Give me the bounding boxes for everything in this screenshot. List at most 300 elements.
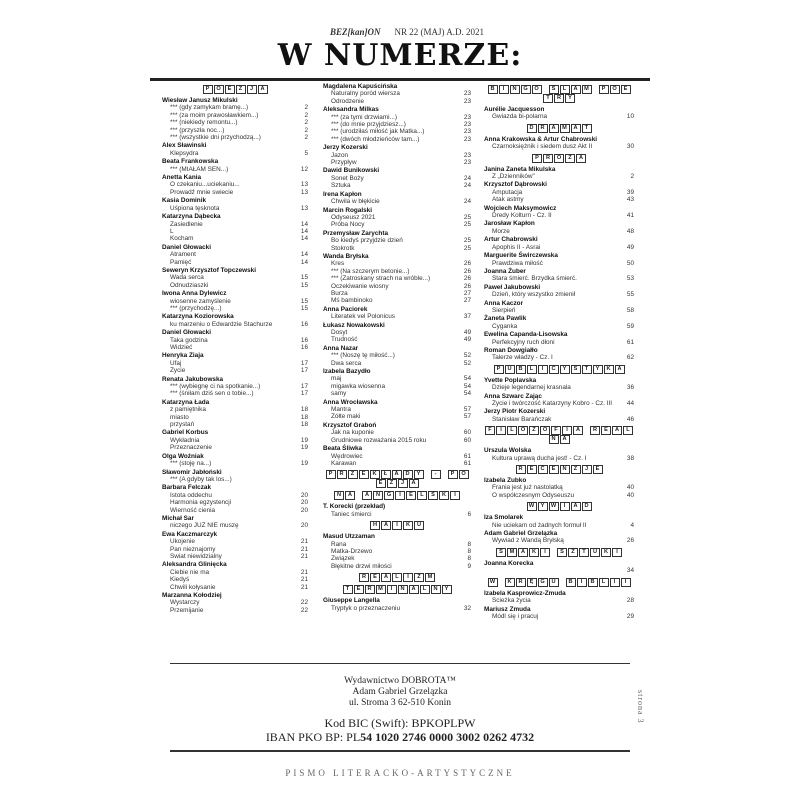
section-letter: P bbox=[448, 470, 458, 479]
section-letter: W bbox=[549, 502, 559, 511]
work-title: Rana bbox=[331, 540, 347, 548]
work-page: 40 bbox=[626, 484, 634, 492]
work-entry bbox=[162, 134, 308, 141]
author-name: Katarzyna Koziorowska bbox=[162, 313, 234, 321]
magazine-logo: BEZ[kan]ON bbox=[330, 27, 381, 37]
section-letter: A bbox=[345, 491, 355, 500]
work-entry bbox=[162, 546, 308, 553]
work-entry bbox=[162, 406, 308, 413]
author-name: Anna Nazar bbox=[323, 344, 359, 352]
work-page: 50 bbox=[626, 259, 634, 267]
section-letter: R bbox=[516, 465, 526, 474]
work-page: 10 bbox=[626, 113, 634, 121]
section-letter: A bbox=[576, 154, 586, 163]
work-title: *** (Noszę tę miłość...) bbox=[331, 352, 395, 360]
section-letter: A bbox=[571, 124, 581, 133]
author-name: Krzysztof Dąbrowski bbox=[484, 181, 547, 189]
work-page: 25 bbox=[463, 221, 471, 229]
section-letter: J bbox=[247, 85, 257, 94]
work-title: przystań bbox=[170, 421, 195, 429]
work-page: 46 bbox=[626, 415, 634, 423]
work-page: 61 bbox=[463, 452, 471, 460]
work-title: Prawdziwa miłość bbox=[492, 259, 543, 267]
section-letter: W bbox=[488, 578, 498, 587]
publisher-info bbox=[150, 676, 650, 709]
author-name: Iwona Anna Dylewicz bbox=[162, 290, 227, 298]
section-letter: I bbox=[577, 578, 587, 587]
work-entry bbox=[323, 275, 471, 282]
work-entry bbox=[323, 313, 471, 320]
work-title: Grudniowe rozważania 2015 roku bbox=[331, 436, 427, 444]
section-letter: E bbox=[354, 585, 364, 594]
work-title: Dosyt bbox=[331, 329, 348, 336]
work-entry bbox=[323, 437, 471, 444]
work-title: Dzieje legendarnej krasnala bbox=[492, 384, 571, 392]
section-letter: R bbox=[543, 154, 553, 163]
work-page: 2 bbox=[304, 134, 308, 142]
section-letter: U bbox=[590, 548, 600, 557]
work-title: Przeznaczenie bbox=[170, 444, 212, 452]
work-entry bbox=[323, 98, 471, 105]
work-title: Frania jest już nastolatką bbox=[492, 484, 563, 492]
work-page: 60 bbox=[463, 436, 471, 444]
work-entry bbox=[162, 607, 308, 614]
work-entry bbox=[162, 274, 308, 281]
work-page: 14 bbox=[300, 258, 308, 266]
author-name: Joanna Korecka bbox=[484, 559, 534, 567]
work-page: 17 bbox=[300, 359, 308, 367]
publisher-divider-top bbox=[170, 663, 630, 664]
work-entry bbox=[162, 522, 308, 529]
section-letter: S bbox=[428, 491, 438, 500]
section-letter: T bbox=[543, 94, 553, 103]
work-entry bbox=[162, 127, 308, 134]
work-title: Ścieżka życia bbox=[492, 597, 531, 605]
work-page: 9 bbox=[467, 562, 471, 570]
work-title: Atrament bbox=[170, 251, 196, 259]
section-letter: L bbox=[623, 426, 633, 435]
section-letter: K bbox=[403, 521, 413, 530]
iban-number: 54 1020 2746 0000 3002 0262 4732 bbox=[360, 730, 535, 744]
section-letter: P bbox=[599, 85, 609, 94]
section-letter: M bbox=[376, 585, 386, 594]
section-heading bbox=[484, 154, 634, 163]
work-entry bbox=[323, 175, 471, 182]
section-letter: A bbox=[573, 426, 583, 435]
work-page: 18 bbox=[300, 421, 308, 429]
work-title: *** (przychodzę...) bbox=[170, 304, 222, 312]
author-name: Yvette Poplavska bbox=[484, 376, 537, 384]
work-page: 58 bbox=[626, 306, 634, 314]
section-letter: O bbox=[554, 154, 564, 163]
section-letter: K bbox=[439, 491, 449, 500]
section-letter: A bbox=[381, 521, 391, 530]
work-entry bbox=[323, 511, 471, 518]
work-entry bbox=[484, 537, 634, 544]
section-letter: Z bbox=[568, 548, 578, 557]
publisher-owner: Adam Gabriel Grzelązka bbox=[352, 687, 448, 697]
work-page: 39 bbox=[626, 188, 634, 196]
work-title: Odyseusz 2021 bbox=[331, 213, 376, 221]
section-letter: L bbox=[560, 85, 570, 94]
section-letter: I bbox=[496, 426, 506, 435]
work-title: Mantra bbox=[331, 406, 351, 414]
section-letter: Z bbox=[529, 426, 539, 435]
section-letter: B bbox=[588, 578, 598, 587]
work-entry bbox=[162, 360, 308, 367]
work-entry bbox=[323, 283, 471, 290]
author-name: Marzanna Kołodziej bbox=[162, 592, 222, 599]
section-letter: I bbox=[562, 426, 572, 435]
section-heading bbox=[323, 521, 471, 530]
section-letter: A bbox=[381, 573, 391, 582]
work-entry bbox=[162, 251, 308, 258]
iban-label: IBAN PKO BP: PL bbox=[265, 730, 361, 744]
work-entry bbox=[323, 128, 471, 135]
work-title: Próba Nocy bbox=[331, 221, 365, 229]
work-page: 57 bbox=[463, 413, 471, 421]
section-letter: A bbox=[615, 365, 625, 374]
work-entry bbox=[484, 143, 634, 150]
author-name: Katarzyna Łada bbox=[162, 398, 210, 406]
work-title: O czekaniu...uciekaniu... bbox=[170, 181, 240, 189]
work-page: 32 bbox=[463, 604, 471, 612]
work-title: Oczekiwanie wiosny bbox=[331, 282, 389, 290]
work-entry bbox=[162, 228, 308, 235]
work-title: Ciebie nie ma bbox=[170, 568, 210, 576]
work-title: Wywiad z Wandą Bryłską bbox=[492, 537, 564, 545]
work-title: Dredy Kolturn - Cz. II bbox=[492, 212, 552, 220]
section-letter: M bbox=[560, 124, 570, 133]
work-page: 26 bbox=[463, 275, 471, 283]
work-entry bbox=[323, 383, 471, 390]
work-page: 28 bbox=[626, 597, 634, 605]
work-page: 12 bbox=[300, 165, 308, 173]
author-name: Michał Sar bbox=[162, 514, 194, 522]
iban-line bbox=[150, 730, 650, 744]
section-letter: L bbox=[392, 573, 402, 582]
work-page: 21 bbox=[300, 538, 308, 546]
section-letter: K bbox=[601, 548, 611, 557]
magazine-footer: PISMO LITERACKO-ARTYSTYCZNE bbox=[285, 768, 515, 778]
work-page: 2 bbox=[630, 173, 634, 181]
author-name: Jerzy Kozerski bbox=[323, 144, 368, 152]
work-title: Sierpień bbox=[492, 306, 516, 314]
work-title: Odnudziaszki bbox=[170, 281, 209, 289]
work-title: Wierność cienia bbox=[170, 506, 216, 514]
work-title: Nie uciekam od żadnych formuł II bbox=[492, 521, 587, 529]
section-letter: P bbox=[326, 470, 336, 479]
work-page: 53 bbox=[626, 275, 634, 283]
work-page: 37 bbox=[463, 313, 471, 321]
work-page: 17 bbox=[300, 367, 308, 375]
work-title: Jazon bbox=[331, 151, 349, 159]
work-title: *** (za moim prawosławkiem...) bbox=[170, 111, 259, 119]
work-title: Chwili kołysanie bbox=[170, 583, 216, 591]
work-page: 25 bbox=[463, 213, 471, 221]
section-letter: I bbox=[395, 491, 405, 500]
author-name: Mariusz Zmuda bbox=[484, 605, 531, 613]
work-title: Sztuka bbox=[331, 182, 351, 190]
work-entry bbox=[323, 182, 471, 189]
work-title: miasto bbox=[170, 413, 189, 421]
section-letter: N bbox=[398, 585, 408, 594]
section-letter: G bbox=[521, 85, 531, 94]
work-page: 49 bbox=[626, 243, 634, 251]
work-page: 41 bbox=[626, 212, 634, 220]
section-letter: A bbox=[409, 479, 419, 488]
author-name: Marcin Rogalski bbox=[323, 206, 373, 214]
work-page: 22 bbox=[300, 606, 308, 614]
work-entry bbox=[323, 413, 471, 420]
work-title: wiosenne zamyślenie bbox=[170, 297, 231, 305]
section-letter: R bbox=[337, 470, 347, 479]
author-name: Anetta Kania bbox=[162, 174, 202, 182]
work-entry bbox=[323, 121, 471, 128]
section-letter: I bbox=[540, 548, 550, 557]
section-letter: E bbox=[225, 85, 235, 94]
work-page: 15 bbox=[300, 297, 308, 305]
work-title: Kres bbox=[331, 260, 345, 268]
section-letter: L bbox=[507, 426, 517, 435]
work-page: 43 bbox=[626, 196, 634, 204]
work-title: ku marzeniu o Edwardzie Stachurze bbox=[170, 320, 273, 328]
section-letter: K bbox=[604, 365, 614, 374]
work-entry bbox=[162, 414, 308, 421]
work-page: 17 bbox=[300, 383, 308, 391]
section-letter: S bbox=[557, 548, 567, 557]
section-letter: A bbox=[571, 85, 581, 94]
page-number: strona 3 bbox=[636, 690, 645, 724]
work-title: O współczesnym Odyseuszu bbox=[492, 491, 575, 499]
work-page: 25 bbox=[463, 244, 471, 252]
work-entry bbox=[484, 189, 634, 196]
work-page: 20 bbox=[300, 522, 308, 530]
author-name: Żaneta Pawlik bbox=[484, 315, 527, 323]
author-name: Adam Gabriel Grzelązka bbox=[484, 530, 558, 538]
section-letter: I bbox=[621, 578, 631, 587]
section-letter: D bbox=[582, 502, 592, 511]
work-entry bbox=[162, 344, 308, 351]
section-letter: Z bbox=[571, 465, 581, 474]
work-entry bbox=[162, 507, 308, 514]
author-name: Iza Smolarek bbox=[484, 514, 524, 522]
work-page: 22 bbox=[300, 599, 308, 607]
work-page: 26 bbox=[626, 537, 634, 545]
work-entry bbox=[323, 290, 471, 297]
work-title: Bo kiedyś przyjdzie dzień bbox=[331, 237, 403, 245]
work-page: 14 bbox=[300, 220, 308, 228]
work-title: Gwiazda bi-polarna bbox=[492, 113, 548, 121]
work-entry bbox=[323, 375, 471, 382]
work-entry bbox=[484, 613, 634, 620]
work-page: 17 bbox=[300, 390, 308, 398]
work-page: 44 bbox=[626, 400, 634, 407]
section-letter: P bbox=[494, 365, 504, 374]
section-letter: B bbox=[488, 85, 498, 94]
work-title: Odrodzenie bbox=[331, 97, 365, 105]
work-page: 21 bbox=[300, 583, 308, 591]
work-title: Tryptyk o przeznaczeniu bbox=[331, 604, 401, 612]
work-page bbox=[290, 476, 308, 483]
work-entry bbox=[162, 599, 308, 606]
work-page: 6 bbox=[467, 510, 471, 518]
section-letter: S bbox=[496, 548, 506, 557]
author-name: Krzysztof Graboń bbox=[323, 421, 377, 429]
work-entry bbox=[484, 291, 634, 298]
work-page: 23 bbox=[463, 121, 471, 129]
author-name: Ewa Kaczmarczyk bbox=[162, 530, 218, 538]
page-title: W NUMERZE: bbox=[277, 38, 523, 73]
work-page: 15 bbox=[300, 274, 308, 282]
work-entry bbox=[323, 406, 471, 413]
author-name: Urszula Wolska bbox=[484, 447, 532, 455]
work-entry bbox=[162, 282, 308, 289]
magazine-header bbox=[330, 27, 484, 37]
author-name: Dawid Bunikowski bbox=[323, 167, 380, 175]
work-title: Atak astmy bbox=[492, 196, 524, 204]
work-entry bbox=[484, 384, 634, 391]
work-title: samy bbox=[331, 390, 347, 398]
author-name: T. Korecki (przekład) bbox=[323, 503, 386, 511]
work-page: 13 bbox=[300, 204, 308, 212]
work-title: Pamięć bbox=[170, 258, 192, 266]
author-name: Izabela Bazydło bbox=[323, 368, 371, 376]
work-title: Prowadź mnie swiecie bbox=[170, 188, 234, 196]
work-title: *** (wybiegnę ci na spotkanie...) bbox=[170, 383, 261, 391]
section-letter: Z bbox=[348, 470, 358, 479]
section-letter: E bbox=[406, 491, 416, 500]
work-entry bbox=[162, 437, 308, 444]
author-name: Roman Dowgiałło bbox=[484, 346, 538, 354]
author-name: Aleksandra Glinięcka bbox=[162, 561, 227, 569]
section-letter: E bbox=[359, 470, 369, 479]
work-title: Módl się i pracuj bbox=[492, 612, 539, 620]
work-page: 26 bbox=[463, 267, 471, 275]
work-title: *** (wszystkie dni przychodzą...) bbox=[170, 134, 261, 142]
section-letter: C bbox=[538, 465, 548, 474]
work-title: *** (MIAŁAM SEN...) bbox=[170, 165, 229, 173]
work-title: Życie bbox=[170, 367, 186, 375]
toc-column-3 bbox=[484, 82, 634, 620]
work-entry bbox=[323, 352, 471, 359]
section-letter: O bbox=[459, 470, 469, 479]
work-title: Życie i twórczość Katarzyny Kobro - Cz. III bbox=[492, 400, 613, 407]
work-page: 26 bbox=[463, 260, 471, 268]
section-letter: Y bbox=[593, 365, 603, 374]
section-letter: I bbox=[392, 521, 402, 530]
work-page: 14 bbox=[300, 251, 308, 259]
work-title: Dzień, który wszystko zmienił bbox=[492, 291, 576, 299]
work-page: 8 bbox=[467, 540, 471, 548]
section-letter: E bbox=[593, 465, 603, 474]
section-heading bbox=[484, 426, 634, 444]
author-name: Olga Woźniak bbox=[162, 452, 204, 460]
work-page: 19 bbox=[300, 436, 308, 444]
author-name: Izabela Zubko bbox=[484, 477, 527, 485]
work-entry bbox=[323, 245, 471, 252]
work-page: 30 bbox=[626, 143, 634, 151]
work-title: Świat niewidzialny bbox=[170, 552, 222, 560]
author-name: Aleksandra Milkas bbox=[323, 106, 379, 114]
work-entry bbox=[323, 214, 471, 221]
section-letter: D bbox=[527, 124, 537, 133]
work-title: *** (Na szczerym betonie...) bbox=[331, 267, 410, 275]
work-title: Talerze władzy - Cz. I bbox=[492, 354, 553, 362]
work-page: 16 bbox=[300, 336, 308, 344]
section-letter: P bbox=[532, 154, 542, 163]
work-entry bbox=[162, 367, 308, 374]
section-letter: F bbox=[485, 426, 495, 435]
author-name: Wanda Bryłska bbox=[323, 252, 369, 260]
section-letter: L bbox=[417, 491, 427, 500]
work-entry bbox=[323, 460, 471, 467]
author-name: Paweł Jakubowski bbox=[484, 283, 541, 291]
work-page: 13 bbox=[300, 181, 308, 189]
section-letter: G bbox=[538, 578, 548, 587]
author-name: Daniel Głowacki bbox=[162, 329, 212, 337]
work-page: 21 bbox=[300, 552, 308, 560]
section-letter: R bbox=[516, 578, 526, 587]
section-letter: - bbox=[431, 470, 441, 479]
work-title: Stanisław Barańczak bbox=[492, 415, 552, 423]
work-page: 62 bbox=[626, 354, 634, 362]
work-entry bbox=[162, 499, 308, 506]
work-page: 61 bbox=[626, 338, 634, 346]
work-page: 27 bbox=[463, 289, 471, 297]
author-name: Beata Śliwka bbox=[323, 445, 363, 453]
section-letter: I bbox=[499, 85, 509, 94]
work-title: Literatek vel Polonicus bbox=[331, 313, 395, 321]
work-entry bbox=[484, 244, 634, 251]
author-name: Aurélie Jacquesson bbox=[484, 106, 545, 113]
work-title: Stara śmierć. Brzydka śmierć. bbox=[492, 275, 577, 283]
work-entry bbox=[162, 189, 308, 196]
work-page: 61 bbox=[463, 459, 471, 467]
work-title: maj bbox=[331, 375, 342, 383]
section-letter: Z bbox=[236, 85, 246, 94]
work-entry bbox=[484, 275, 634, 282]
author-name: Jerzy Piotr Kozerski bbox=[484, 408, 546, 416]
work-page: 14 bbox=[300, 235, 308, 243]
section-letter: I bbox=[403, 573, 413, 582]
work-title: Matka-Drzewo bbox=[331, 547, 373, 555]
work-page: 4 bbox=[630, 521, 634, 529]
section-heading bbox=[323, 470, 471, 488]
work-title: Przypływ bbox=[331, 159, 357, 167]
author-name: Joanna Żuber bbox=[484, 267, 526, 275]
work-page: 16 bbox=[300, 320, 308, 328]
section-letter: T bbox=[343, 585, 353, 594]
section-letter: U bbox=[549, 578, 559, 587]
section-letter: I bbox=[612, 548, 622, 557]
work-entry bbox=[323, 90, 471, 97]
section-heading bbox=[484, 124, 634, 133]
author-name: Gabriel Korbus bbox=[162, 429, 209, 437]
work-entry bbox=[162, 576, 308, 583]
work-title: niczego JUŻ NIE muszę bbox=[170, 522, 239, 530]
section-letter: T bbox=[579, 548, 589, 557]
work-title: Widzieć bbox=[170, 344, 193, 351]
work-title: Taka godzina bbox=[170, 336, 208, 344]
section-letter: G bbox=[384, 491, 394, 500]
work-page: 23 bbox=[463, 113, 471, 121]
work-entry bbox=[484, 492, 634, 499]
work-entry bbox=[162, 150, 308, 157]
work-title: Klepsydra bbox=[170, 149, 199, 157]
work-title: Apophis II - Asrai bbox=[492, 243, 541, 251]
work-page: 21 bbox=[300, 568, 308, 576]
